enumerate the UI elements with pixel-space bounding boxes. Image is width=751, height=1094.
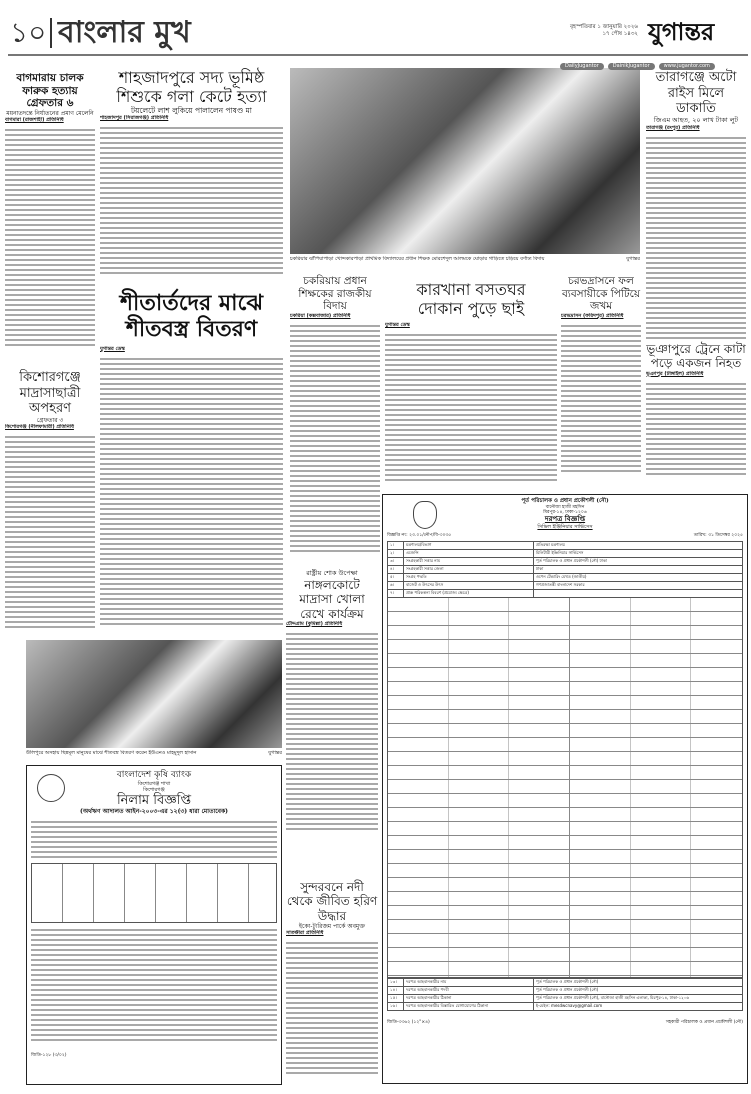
body-text <box>286 940 378 1075</box>
signatory: সহকারী পরিচালক ও প্রধান প্রকৌশলী (নৌ) <box>665 1019 743 1025</box>
table-cell: মন্ত্রণালয়/বিভাগ <box>404 541 534 549</box>
twitter-link[interactable]: DailyJugantor <box>560 63 604 70</box>
navy-tender-ad <box>382 494 748 1084</box>
headline: শাহজাদপুরে সদ্য ভূমিষ্ঠ শিশুকে গলা কেটে হত্যা <box>116 68 267 107</box>
headline: নাঙ্গলকোটে মাদ্রাসা খোলা রেখে কার্যক্রম <box>299 577 365 621</box>
subheadline: টয়লেটে লাশ লুকিয়ে পালালেন পাষণ্ড মা <box>131 106 252 116</box>
main-photo-caption <box>290 256 640 264</box>
table-cell: মিলিটারী ইঞ্জিনিয়ার সার্ভিসেস <box>534 549 743 557</box>
facebook-link[interactable]: DainikJugantor <box>608 63 655 70</box>
subheadline: ইকো-ট্যুরিজম পার্কে অবমুক্ত <box>298 923 366 931</box>
table-cell: গণপ্রজাতন্ত্রী বাংলাদেশ সরকার <box>534 581 743 589</box>
story-bhuapur <box>646 342 746 476</box>
navy-emblem-icon <box>413 501 437 529</box>
table-row <box>388 581 743 589</box>
body-text <box>646 135 746 340</box>
headline: চকরিয়ায় প্রধান শিক্ষকের রাজকীয় বিদায় <box>298 275 372 313</box>
byline: সাতক্ষীরা প্রতিনিধি <box>286 930 324 937</box>
main-photo <box>290 68 640 254</box>
story-shahjadpur <box>100 68 283 275</box>
table-cell: ই-মেইল: mesdwcnavy@gmail.com <box>534 1002 743 1010</box>
byline: বাগমারা (রাজশাহী) প্রতিনিধি <box>5 116 64 123</box>
page-number: ১০ <box>10 16 47 49</box>
byline: যুগান্তর ডেস্ক <box>385 322 410 329</box>
newspaper-logo: যুগান্তর <box>648 17 715 46</box>
social-links <box>556 58 715 70</box>
byline: চকরিয়া (কক্সবাজার) প্রতিনিধি <box>290 312 351 319</box>
story-taraganj <box>646 70 746 340</box>
second-photo <box>26 640 282 748</box>
ad-footer: জিডি-১২৮ (৩/০২) <box>31 1052 67 1058</box>
reference-no: বিজ্ঞপ্তি নং: ২৩.০১/নৌপ/বি-৩০৩৫ <box>387 532 452 538</box>
body-text <box>5 127 95 347</box>
body-text <box>286 631 378 831</box>
address: মিরপুর-১৪, ঢাকা-১২০৬ <box>543 509 587 515</box>
headline: কিশোরগঞ্জে মাদ্রাসাছাত্রী অপহরণ <box>19 370 81 417</box>
headline: চরভদ্রাসনে ফল ব্যবসায়ীকে পিটিয়ে জখম <box>561 275 641 313</box>
table-row <box>388 1002 743 1010</box>
headline: কারখানা বসতঘর দোকান পুড়ে ছাই <box>416 280 526 319</box>
tender-items-table <box>387 598 743 978</box>
table-cell: ১৫। <box>388 994 404 1002</box>
table-cell: ৭। <box>388 589 404 597</box>
divider <box>50 18 52 48</box>
story-sundarban <box>286 880 378 1075</box>
table-cell: ৫। <box>388 573 404 581</box>
byline: যুগান্তর ডেস্ক <box>100 345 125 352</box>
office-sub: বানৌজা হাজী মহসিন <box>545 504 585 510</box>
table-cell: সংগ্রহকারী সত্তার জেলা <box>404 565 534 573</box>
headline: ভূঞাপুরে ট্রেনে কাটা পড়ে একজন নিহত <box>646 342 746 371</box>
story-karkhana <box>385 280 557 482</box>
byline: ভূঞাপুর (টাঙ্গাইল) প্রতিনিধি <box>646 370 704 377</box>
story-kishoreganj <box>5 370 95 629</box>
headline: সুন্দরবনে নদী থেকে জীবিত হরিণ উদ্ধার <box>286 880 378 923</box>
byline: শাহজাদপুর (সিরাজগঞ্জ) প্রতিনিধি <box>100 115 169 122</box>
table-cell: পূর্ত পরিচালক ও প্রধান প্রকৌশলী (নৌ) ঢাকা <box>534 557 743 565</box>
table-row <box>388 589 743 597</box>
bank-seal-icon <box>37 774 65 802</box>
byline: কিশোরগঞ্জ (নীলফামারী) প্রতিনিধি <box>5 423 74 430</box>
subheadline: জিএম আহত, ২০ লাখ টাকা লুট <box>653 115 739 124</box>
ad-law: (অর্থঋণ আদালত আইন-২০০৩-এর ১২(৩) ধারা মোতাবেক) <box>79 808 229 816</box>
ad-body <box>31 819 277 859</box>
subheadline: গ্রেফতার ৩ <box>36 416 64 424</box>
subheadline: ময়নাতদন্তে নির্যাতনের প্রমাণ মেলেনি <box>6 109 94 117</box>
headline: তারাগঞ্জে অটো রাইস মিলে ডাকাতি <box>655 70 737 117</box>
table-cell: সংগ্রহ পদ্ধতি <box>404 573 534 581</box>
office: পূর্ত পরিচালক ও প্রধান প্রকৌশলী (নৌ) <box>521 498 609 504</box>
caption-text: চকরিয়ার ঝাঁপিয়াপাড়া খোন্দকারপাড়া প্রাথমিক বিদ্যালয়ের প্রধান শিক্ষক মোরশেদুল আলমকে ঘোড়ার গাড়িতে চড়িয়ে বর্ণাঢ্য বিদায় <box>290 256 545 262</box>
table-cell: পূর্ত পরিচালক ও প্রধান প্রকৌশলী (নৌ), বানৌজা হাজী মহসিন এলাকা, মিরপুর-১৪, ঢাকা-১২০৬ <box>534 994 743 1002</box>
masthead <box>8 14 748 56</box>
table-cell: ৬। <box>388 581 404 589</box>
table-cell: পূর্ত পরিচালক ও প্রধান প্রকৌশলী (নৌ) <box>534 986 743 994</box>
body-text <box>646 381 746 476</box>
headline: শীতার্তদের মাঝে শীতবস্ত্র বিতরণ <box>120 290 263 343</box>
table-cell: দরপত্র আহবানকারীর বিস্তারিত যোগাযোগের ঠিকানা <box>404 1002 534 1010</box>
table-row <box>388 565 743 573</box>
byline: চৌদ্দগ্রাম (কুমিল্লা) প্রতিনিধি <box>286 620 343 627</box>
table-row <box>388 994 743 1002</box>
table-row <box>388 541 743 549</box>
body-text <box>5 434 95 629</box>
body-text <box>385 332 557 482</box>
story-shitbastra <box>100 290 283 626</box>
ad-terms <box>31 927 277 1042</box>
headline: বাগমারায় চালক ফারুক হত্যায় গ্রেফতার ৬ <box>16 72 84 110</box>
story-nangalkot <box>286 570 378 831</box>
tender-info-table <box>387 541 743 598</box>
table-cell: বাজেট ও উৎসের উৎস <box>404 581 534 589</box>
table-cell: প্রতিরক্ষা মন্ত্রণালয় <box>534 541 743 549</box>
byline: চরভদ্রাসন (ফরিদপুর) প্রতিনিধি <box>561 312 624 319</box>
table-cell: ৩। <box>388 557 404 565</box>
table-cell: পূর্ত পরিচালক ও প্রধান প্রকৌশলী (নৌ) <box>534 978 743 986</box>
table-cell: দরপত্র আহবানকারীর ঠিকানা <box>404 994 534 1002</box>
body-text <box>100 125 283 275</box>
table-cell: ১৪। <box>388 986 404 994</box>
photo-credit: যুগান্তর <box>268 750 282 756</box>
auction-table <box>31 863 277 923</box>
section-title: বাংলার মুখ <box>58 15 191 50</box>
story-charbhadrasan <box>561 275 641 473</box>
bank-name: বাংলাদেশ কৃষি ব্যাংক <box>116 770 192 780</box>
table-row <box>388 986 743 994</box>
table-cell: ৪। <box>388 565 404 573</box>
table-row <box>388 549 743 557</box>
table-cell: ১। <box>388 541 404 549</box>
ad-title: নিলাম বিজ্ঞপ্তি <box>116 792 192 808</box>
table-cell: ২। <box>388 549 404 557</box>
krishi-bank-auction-ad <box>26 765 282 1085</box>
ad-date: তারিখ: ৩১ ডিসেম্বর ২০২৫ <box>693 532 743 538</box>
table-cell: ১৬। <box>388 1002 404 1010</box>
kicker: রাষ্ট্রীয় শোক উপেক্ষা <box>306 569 358 577</box>
caption-text: উলিপুরে অসহায় ছিন্নমূল মানুষের মাঝে শীতবস্ত্র বিতরণ করেন ইউএনও মাহমুদুল হাসান <box>26 750 197 756</box>
body-text <box>561 323 641 473</box>
department: সিভিল ইঞ্জিনিয়ার সার্ভিসেস <box>537 523 593 530</box>
date-english: বৃহস্পতিবার ১ জানুয়ারি ২০২৬ <box>570 24 638 30</box>
table-cell: ওপেন টেন্ডারিং মেথড (জাতীয়) <box>534 573 743 581</box>
district: কিশোরগঞ্জ <box>143 786 165 793</box>
table-row <box>388 978 743 986</box>
table-row <box>388 573 743 581</box>
story-chakaria <box>290 275 380 553</box>
table-cell <box>534 589 743 597</box>
table-row <box>388 557 743 565</box>
table-cell: সংগ্রহকারী সত্তার নাম <box>404 557 534 565</box>
second-photo-caption <box>26 750 282 758</box>
website-link[interactable]: www.jugantor.com <box>659 63 715 70</box>
body-text <box>100 356 283 626</box>
table-cell: এজেন্সি <box>404 549 534 557</box>
body-text <box>290 323 380 553</box>
table-cell: দরপত্র আহবানকারীর নাম <box>404 978 534 986</box>
date-bangla: ১৭ পৌষ ১৪৩২ <box>602 31 638 37</box>
ad-footer: জিডি-৩৩৬২ (১২"×৪) <box>387 1019 430 1025</box>
tender-contact-table <box>387 978 743 1011</box>
byline: তারাগঞ্জ (রংপুর) প্রতিনিধি <box>646 124 700 131</box>
photo-credit: যুগান্তর <box>626 256 640 262</box>
table-cell: ঢাকা <box>534 565 743 573</box>
ad-title: দরপত্র বিজ্ঞপ্তি <box>544 514 586 524</box>
table-cell: প্রাক্ক পরিকল্পনা বিবরণ (প্রযোজ্য ক্ষেত্রে) <box>404 589 534 597</box>
story-bagmara <box>5 72 95 347</box>
table-cell: ১৩। <box>388 978 404 986</box>
branch: কিশোরগঞ্জ শাখা <box>137 780 171 787</box>
table-cell: দরপত্র আহবানকারীর পদবী <box>404 986 534 994</box>
